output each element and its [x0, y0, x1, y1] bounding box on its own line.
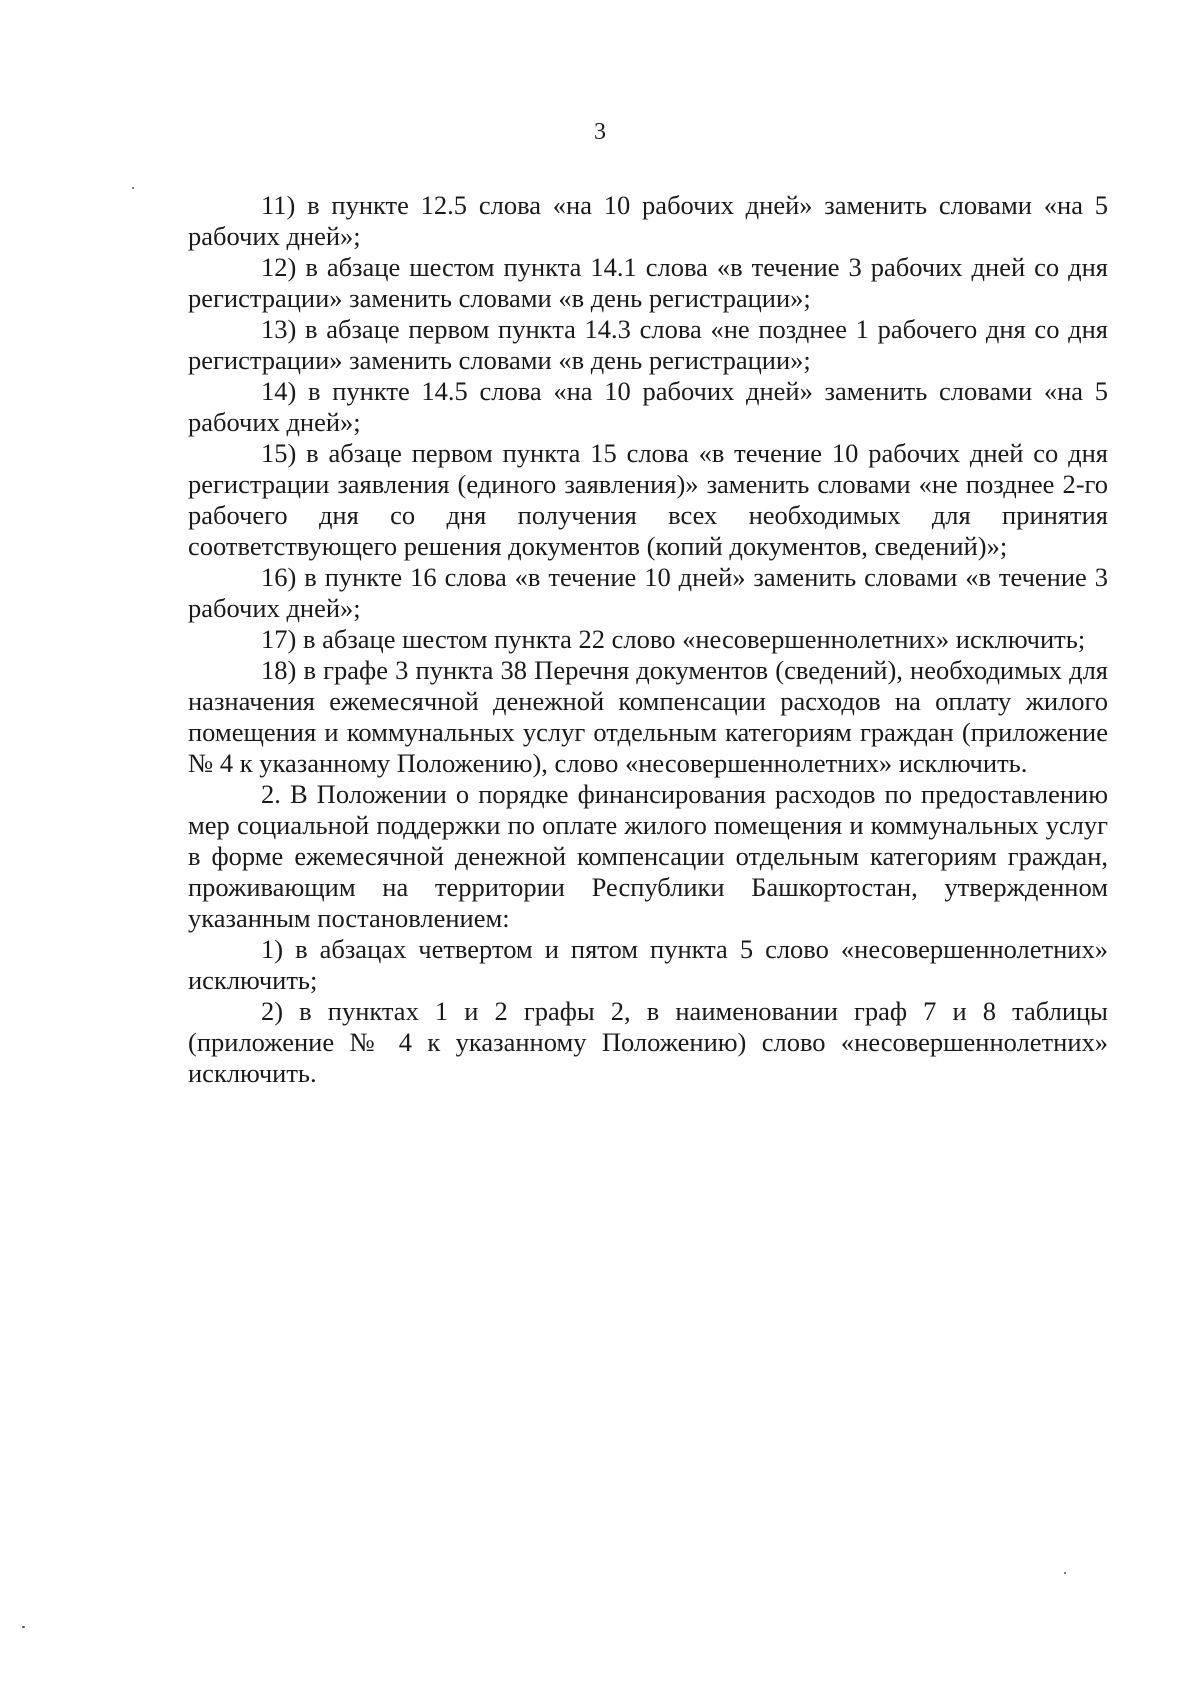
- section-2-paragraph: 2. В Положении о порядке финансирования расходов по предоставлению мер социальной поддержки по оплате жилого помещения и коммунальных услуг в форме ежемесячной денежной компенсации отдельным категориям граждан, проживающим на территории Республики Башкортостан, утвержденном указанным постановлением:: [188, 779, 1108, 933]
- scan-speck: [132, 187, 134, 189]
- paragraph-16: 16) в пункте 16 слова «в течение 10 дней» заменить словами «в течение 3 рабочих дней»;: [188, 562, 1108, 623]
- section-2-item-2: 2) в пунктах 1 и 2 графы 2, в наименовании граф 7 и 8 таблицы (приложение № 4 к указанному Положению) слово «несовершеннолетних» исключить.: [188, 996, 1108, 1088]
- section-2-item-1: 1) в абзацах четвертом и пятом пункта 5 слово «несовершеннолетних» исключить;: [188, 934, 1108, 995]
- page-number: 3: [594, 119, 606, 145]
- paragraph-14: 14) в пункте 14.5 слова «на 10 рабочих дней» заменить словами «на 5 рабочих дней»;: [188, 376, 1108, 437]
- scan-speck: [22, 1626, 25, 1628]
- paragraph-13: 13) в абзаце первом пункта 14.3 слова «не позднее 1 рабочего дня со дня регистрации» заменить словами «в день регистрации»;: [188, 314, 1108, 375]
- document-body: [188, 190, 1108, 1089]
- paragraph-18: 18) в графе 3 пункта 38 Перечня документов (сведений), необходимых для назначения ежемесячной денежной компенсации расходов на оплату жилого помещения и коммунальных услуг отдельным категориям граждан (приложение № 4 к указанному Положению), слово «несовершеннолетних» исключить.: [188, 655, 1108, 778]
- scan-speck: [1064, 1572, 1066, 1574]
- paragraph-17: 17) в абзаце шестом пункта 22 слово «несовершеннолетних» исключить;: [261, 624, 1086, 654]
- paragraph-12: 12) в абзаце шестом пункта 14.1 слова «в течение 3 рабочих дней со дня регистрации» заменить словами «в день регистрации»;: [188, 252, 1108, 313]
- paragraph-15: 15) в абзаце первом пункта 15 слова «в течение 10 рабочих дней со дня регистрации заявления (единого заявления)» заменить словами «не позднее 2-го рабочего дня со дня получения всех необходимых для принятия соответствующего решения документов (копий документов, сведений)»;: [188, 438, 1108, 561]
- paragraph-11: 11) в пункте 12.5 слова «на 10 рабочих дней» заменить словами «на 5 рабочих дней»;: [188, 190, 1108, 251]
